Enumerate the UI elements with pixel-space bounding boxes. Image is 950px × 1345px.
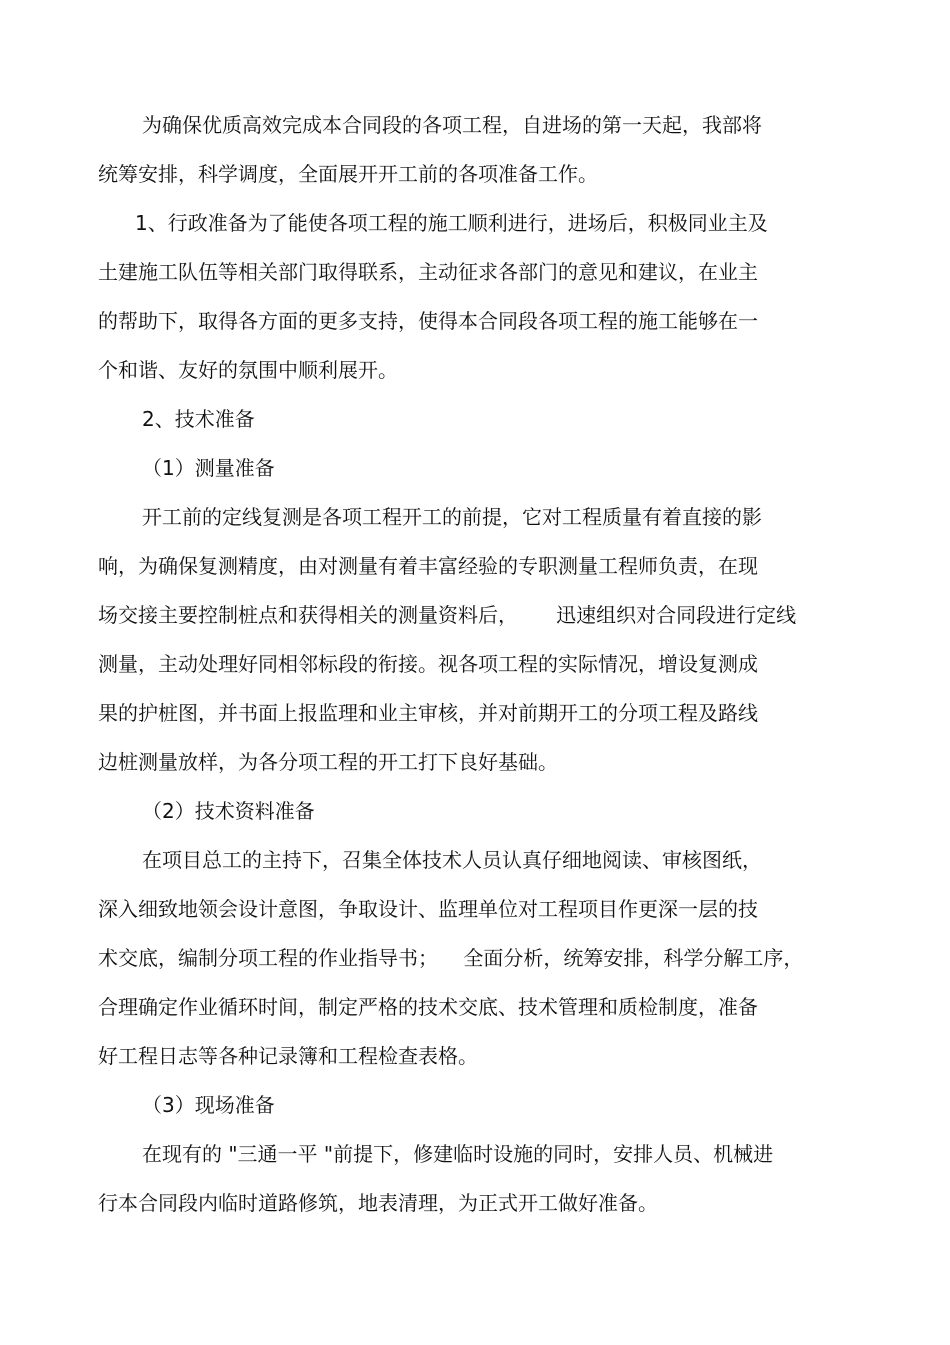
line-17: 深入细致地领会设计意图，争取设计、监理单位对工程项目作更深一层的技 [98, 897, 758, 921]
line-11: 场交接主要控制桩点和获得相关的测量资料后， 迅速组织对合同段进行定线 [98, 603, 797, 627]
line-19: 合理确定作业循环时间，制定严格的技术交底、技术管理和质检制度，准备 [98, 995, 758, 1019]
line-22: 在现有的 "三通一平 "前提下，修建临时设施的同时，安排人员、机械进 [142, 1142, 774, 1166]
line-03: 1、行政准备为了能使各项工程的施工顺利进行，进场后，积极同业主及 [135, 211, 768, 235]
line-12: 测量，主动处理好同相邻标段的衔接。视各项工程的实际情况，增设复测成 [98, 652, 758, 676]
line-10: 响，为确保复测精度，由对测量有着丰富经验的专职测量工程师负责，在现 [98, 554, 758, 578]
line-05: 的帮助下，取得各方面的更多支持，使得本合同段各项工程的施工能够在一 [98, 309, 758, 333]
line-04: 土建施工队伍等相关部门取得联系，主动征求各部门的意见和建议，在业主 [98, 260, 758, 284]
line-21: （3）现场准备 [142, 1093, 275, 1117]
line-13: 果的护桩图，并书面上报监理和业主审核，并对前期开工的分项工程及路线 [98, 701, 758, 725]
line-16: 在项目总工的主持下，召集全体技术人员认真仔细地阅读、审核图纸， [142, 848, 762, 872]
line-06: 个和谐、友好的氛围中顺利展开。 [98, 358, 398, 382]
line-20: 好工程日志等各种记录簿和工程检查表格。 [98, 1044, 478, 1068]
line-02: 统筹安排，科学调度，全面展开开工前的各项准备工作。 [98, 162, 598, 186]
line-09: 开工前的定线复测是各项工程开工的前提，它对工程质量有着直接的影 [142, 505, 762, 529]
line-15: （2）技术资料准备 [142, 799, 315, 823]
line-01: 为确保优质高效完成本合同段的各项工程，自进场的第一天起，我部将 [142, 113, 762, 137]
line-23: 行本合同段内临时道路修筑，地表清理，为正式开工做好准备。 [98, 1191, 658, 1215]
line-14: 边桩测量放样，为各分项工程的开工打下良好基础。 [98, 750, 558, 774]
line-08: （1）测量准备 [142, 456, 275, 480]
line-18: 术交底，编制分项工程的作业指导书； 全面分析，统筹安排，科学分解工序， [98, 946, 804, 970]
line-07: 2、技术准备 [142, 407, 255, 431]
